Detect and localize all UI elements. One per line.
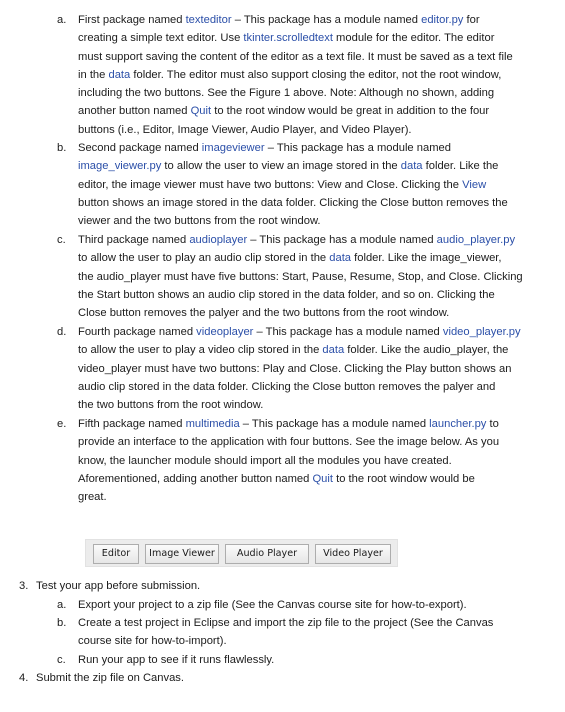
text-line: Third package named audioplayer – This package has a module named audio_player.py [78,234,516,246]
code-identifier: imageviewer [201,142,265,154]
code-identifier: video_player.py [442,326,521,338]
item-3-marker: 3. [19,580,29,592]
text-line: viewer and the two buttons from the root window. [78,215,321,228]
step-e-text [78,415,499,506]
text-line: video_player must have two buttons: Play and Close. Clicking the Play button shows an [78,362,512,375]
step-e-marker: e. [57,418,67,430]
text-line: another button named Quit to the root window would be great in addition to the four [78,105,490,118]
text-line: the two buttons from the root window. [78,399,264,412]
text-line: Export your project to a zip file (See the Canvas course site for how-to-export). [78,599,467,611]
text-line: creating a simple text editor. Use tkinter.scrolledtext module for the editor. The editor [78,32,495,45]
code-identifier: View [462,178,487,191]
item-4-marker: 4. [19,672,29,684]
text-line: in the data folder. The editor must also support closing the editor, not the root window, [78,68,502,81]
code-identifier: multimedia [185,418,240,430]
step-b-text [78,139,508,230]
launcher-window-figure [85,539,398,567]
text-line: Fifth package named multimedia – This package has a module named launcher.py to [78,418,499,430]
code-identifier: editor.py [421,14,464,26]
text-line: Submit the zip file on Canvas. [36,672,184,684]
audio-player-button[interactable]: Audio Player [225,544,309,564]
item-3a-marker: a. [57,599,67,611]
code-identifier: launcher.py [429,418,487,430]
text-line: must support saving the content of the editor as a text file. It must be saved as a text file [78,50,513,63]
item-3a-text [78,596,467,614]
step-a-text [78,11,513,139]
code-identifier: audioplayer [189,234,248,246]
item-3b-text [78,614,493,651]
item-3c-text [78,651,274,669]
code-identifier: data [108,68,131,81]
code-identifier: data [322,344,345,357]
text-line: editor, the image viewer must have two buttons: View and Close. Clicking the View [78,178,487,191]
text-line: Second package named imageviewer – This package has a module named [78,142,451,154]
text-line: to allow the user to play a video clip stored in the data folder. Like the audio_player, the [78,344,509,357]
step-d-text [78,323,521,414]
text-line: Test your app before submission. [36,580,201,592]
step-c-marker: c. [57,234,66,246]
text-line: provide an interface to the application with four buttons. See the image below. As you [78,436,500,449]
text-line: know, the launcher module should import all the modules you have created. [78,454,452,467]
text-line: the Start button shows an audio clip stored in the data folder, and so on. Clicking the [78,288,495,301]
editor-button[interactable]: Editor [93,544,139,564]
video-player-button[interactable]: Video Player [315,544,391,564]
item-3b-marker: b. [57,617,67,629]
text-line: Aforementioned, adding another button named Quit to the root window would be [78,472,475,485]
step-b-marker: b. [57,142,67,154]
step-a-marker: a. [57,14,67,26]
code-identifier: image_viewer.py [78,160,162,173]
text-line: buttons (i.e., Editor, Image Viewer, Audio Player, and Video Player). [78,123,412,136]
text-line: audio clip stored in the data folder. Clicking the Close button removes the palyer and [78,380,496,393]
text-line: course site for how-to-import). [78,635,227,648]
code-identifier: texteditor [185,14,232,26]
code-identifier: data [400,160,423,173]
text-line: button shows an image stored in the data folder. Clicking the Close button removes the [78,196,508,209]
text-line: Run your app to see if it runs flawlessly. [78,654,275,666]
text-line: to allow the user to play an audio clip stored in the data folder. Like the image_viewer, [78,252,502,265]
image-viewer-button[interactable]: Image Viewer [145,544,219,564]
item-3c-marker: c. [57,654,66,666]
code-identifier: tkinter.scrolledtext [243,32,333,45]
text-line: Fourth package named videoplayer – This package has a module named video_player.py [78,326,521,338]
text-line: Close button removes the palyer and the two buttons from the root window. [78,307,450,320]
step-c-text [78,231,523,322]
code-identifier: videoplayer [196,326,254,338]
item-3-text [36,577,200,595]
step-d-marker: d. [57,326,67,338]
text-line: First package named texteditor – This package has a module named editor.py for [78,14,480,26]
text-line: the audio_player must have five buttons: Start, Pause, Resume, Stop, and Close. Clicking [78,270,523,283]
text-line: image_viewer.py to allow the user to view an image stored in the data folder. Like the [78,160,499,173]
code-identifier: audio_player.py [436,234,516,246]
code-identifier: Quit [190,105,212,118]
code-identifier: Quit [312,472,334,485]
item-4-text [36,669,184,687]
text-line: great. [78,491,107,504]
code-identifier: data [329,252,352,265]
text-line: including the two buttons. See the Figure 1 above. Note: Although no shown, adding [78,87,495,100]
text-line: Create a test project in Eclipse and import the zip file to the project (See the Canvas [78,617,494,629]
